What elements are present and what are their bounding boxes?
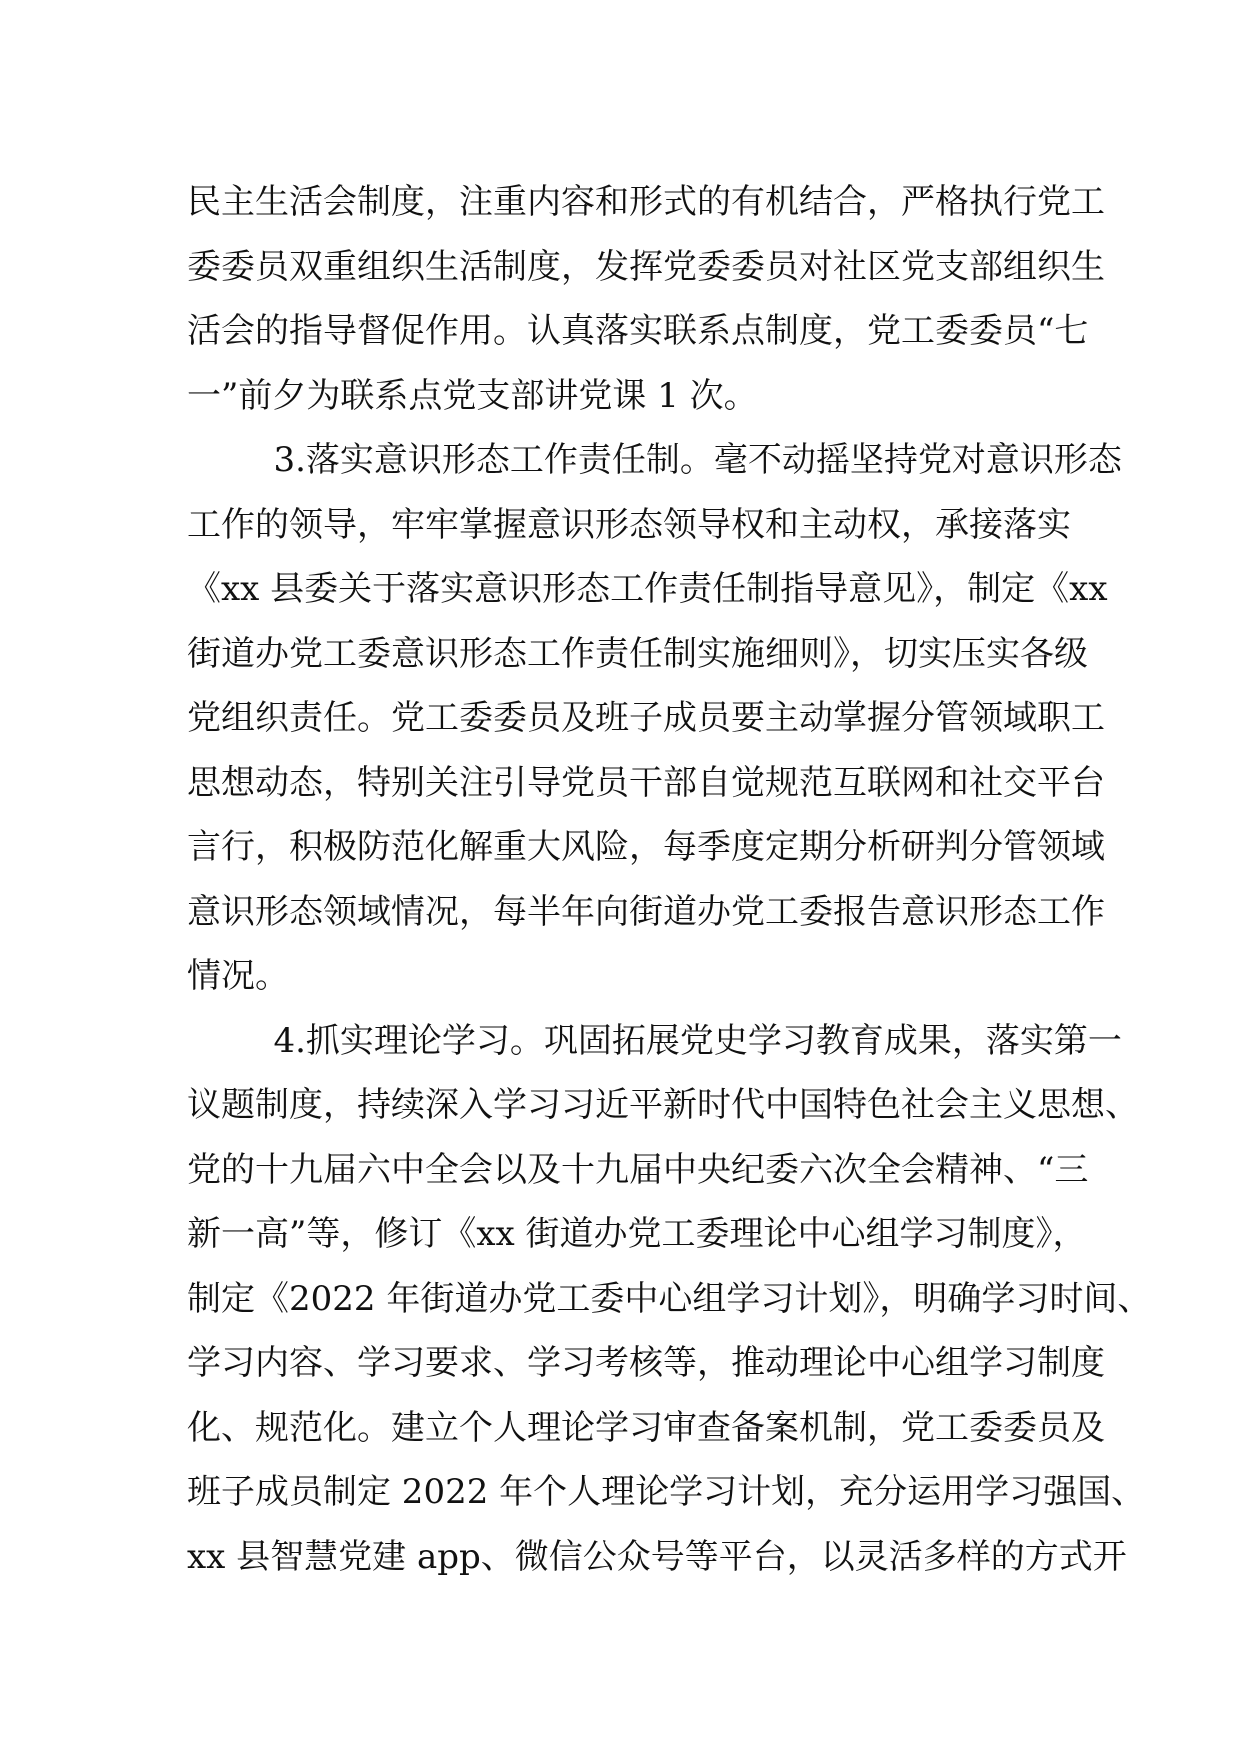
- text-line: 4.抓实理论学习。巩固拓展党史学习教育成果，落实第一: [187, 1020, 1122, 1061]
- text-line: 言行，积极防范化解重大风险，每季度定期分析研判分管领域: [187, 827, 1105, 867]
- text-line: 意识形态领域情况，每半年向街道办党工委报告意识形态工作: [187, 891, 1105, 932]
- text-line: 党的十九届六中全会以及十九届中央纪委六次全会精神、“三: [187, 1149, 1089, 1190]
- text-line: 学习内容、学习要求、学习考核等，推动理论中心组学习制度: [187, 1343, 1105, 1383]
- text-line: 制定《2022 年街道办党工委中心组学习计划》，明确学习时间、: [187, 1278, 1152, 1319]
- document-body: [187, 170, 1152, 1589]
- text-line: 委委员双重组织生活制度，发挥党委委员对社区党支部组织生: [187, 246, 1105, 287]
- text-line: 民主生活会制度，注重内容和形式的有机结合，严格执行党工: [187, 182, 1105, 222]
- text-line: 化、规范化。建立个人理论学习审查备案机制，党工委委员及: [187, 1407, 1105, 1448]
- text-line: xx 县智慧党建 app、微信公众号等平台，以灵活多样的方式开: [187, 1536, 1127, 1577]
- text-line: 工作的领导，牢牢掌握意识形态领导权和主动权，承接落实: [187, 504, 1071, 545]
- text-line: 一”前夕为联系点党支部讲党课 1 次。: [187, 375, 758, 416]
- text-line: 新一高”等，修订《xx 街道办党工委理论中心组学习制度》，: [187, 1214, 1087, 1254]
- text-line: 3.落实意识形态工作责任制。毫不动摇坚持党对意识形态: [187, 440, 1122, 480]
- text-line: 思想动态，特别关注引导党员干部自觉规范互联网和社交平台: [187, 762, 1105, 803]
- text-line: 议题制度，持续深入学习习近平新时代中国特色社会主义思想、: [187, 1085, 1139, 1125]
- text-line: 街道办党工委意识形态工作责任制实施细则》，切实压实各级: [187, 633, 1088, 674]
- text-line: 活会的指导督促作用。认真落实联系点制度，党工委委员“七: [187, 311, 1089, 351]
- text-line: 《xx 县委关于落实意识形态工作责任制指导意见》，制定《xx: [187, 569, 1108, 609]
- text-line: 情况。: [187, 956, 289, 996]
- text-line: 党组织责任。党工委委员及班子成员要主动掌握分管领域职工: [187, 698, 1105, 738]
- text-line: 班子成员制定 2022 年个人理论学习计划，充分运用学习强国、: [187, 1472, 1146, 1512]
